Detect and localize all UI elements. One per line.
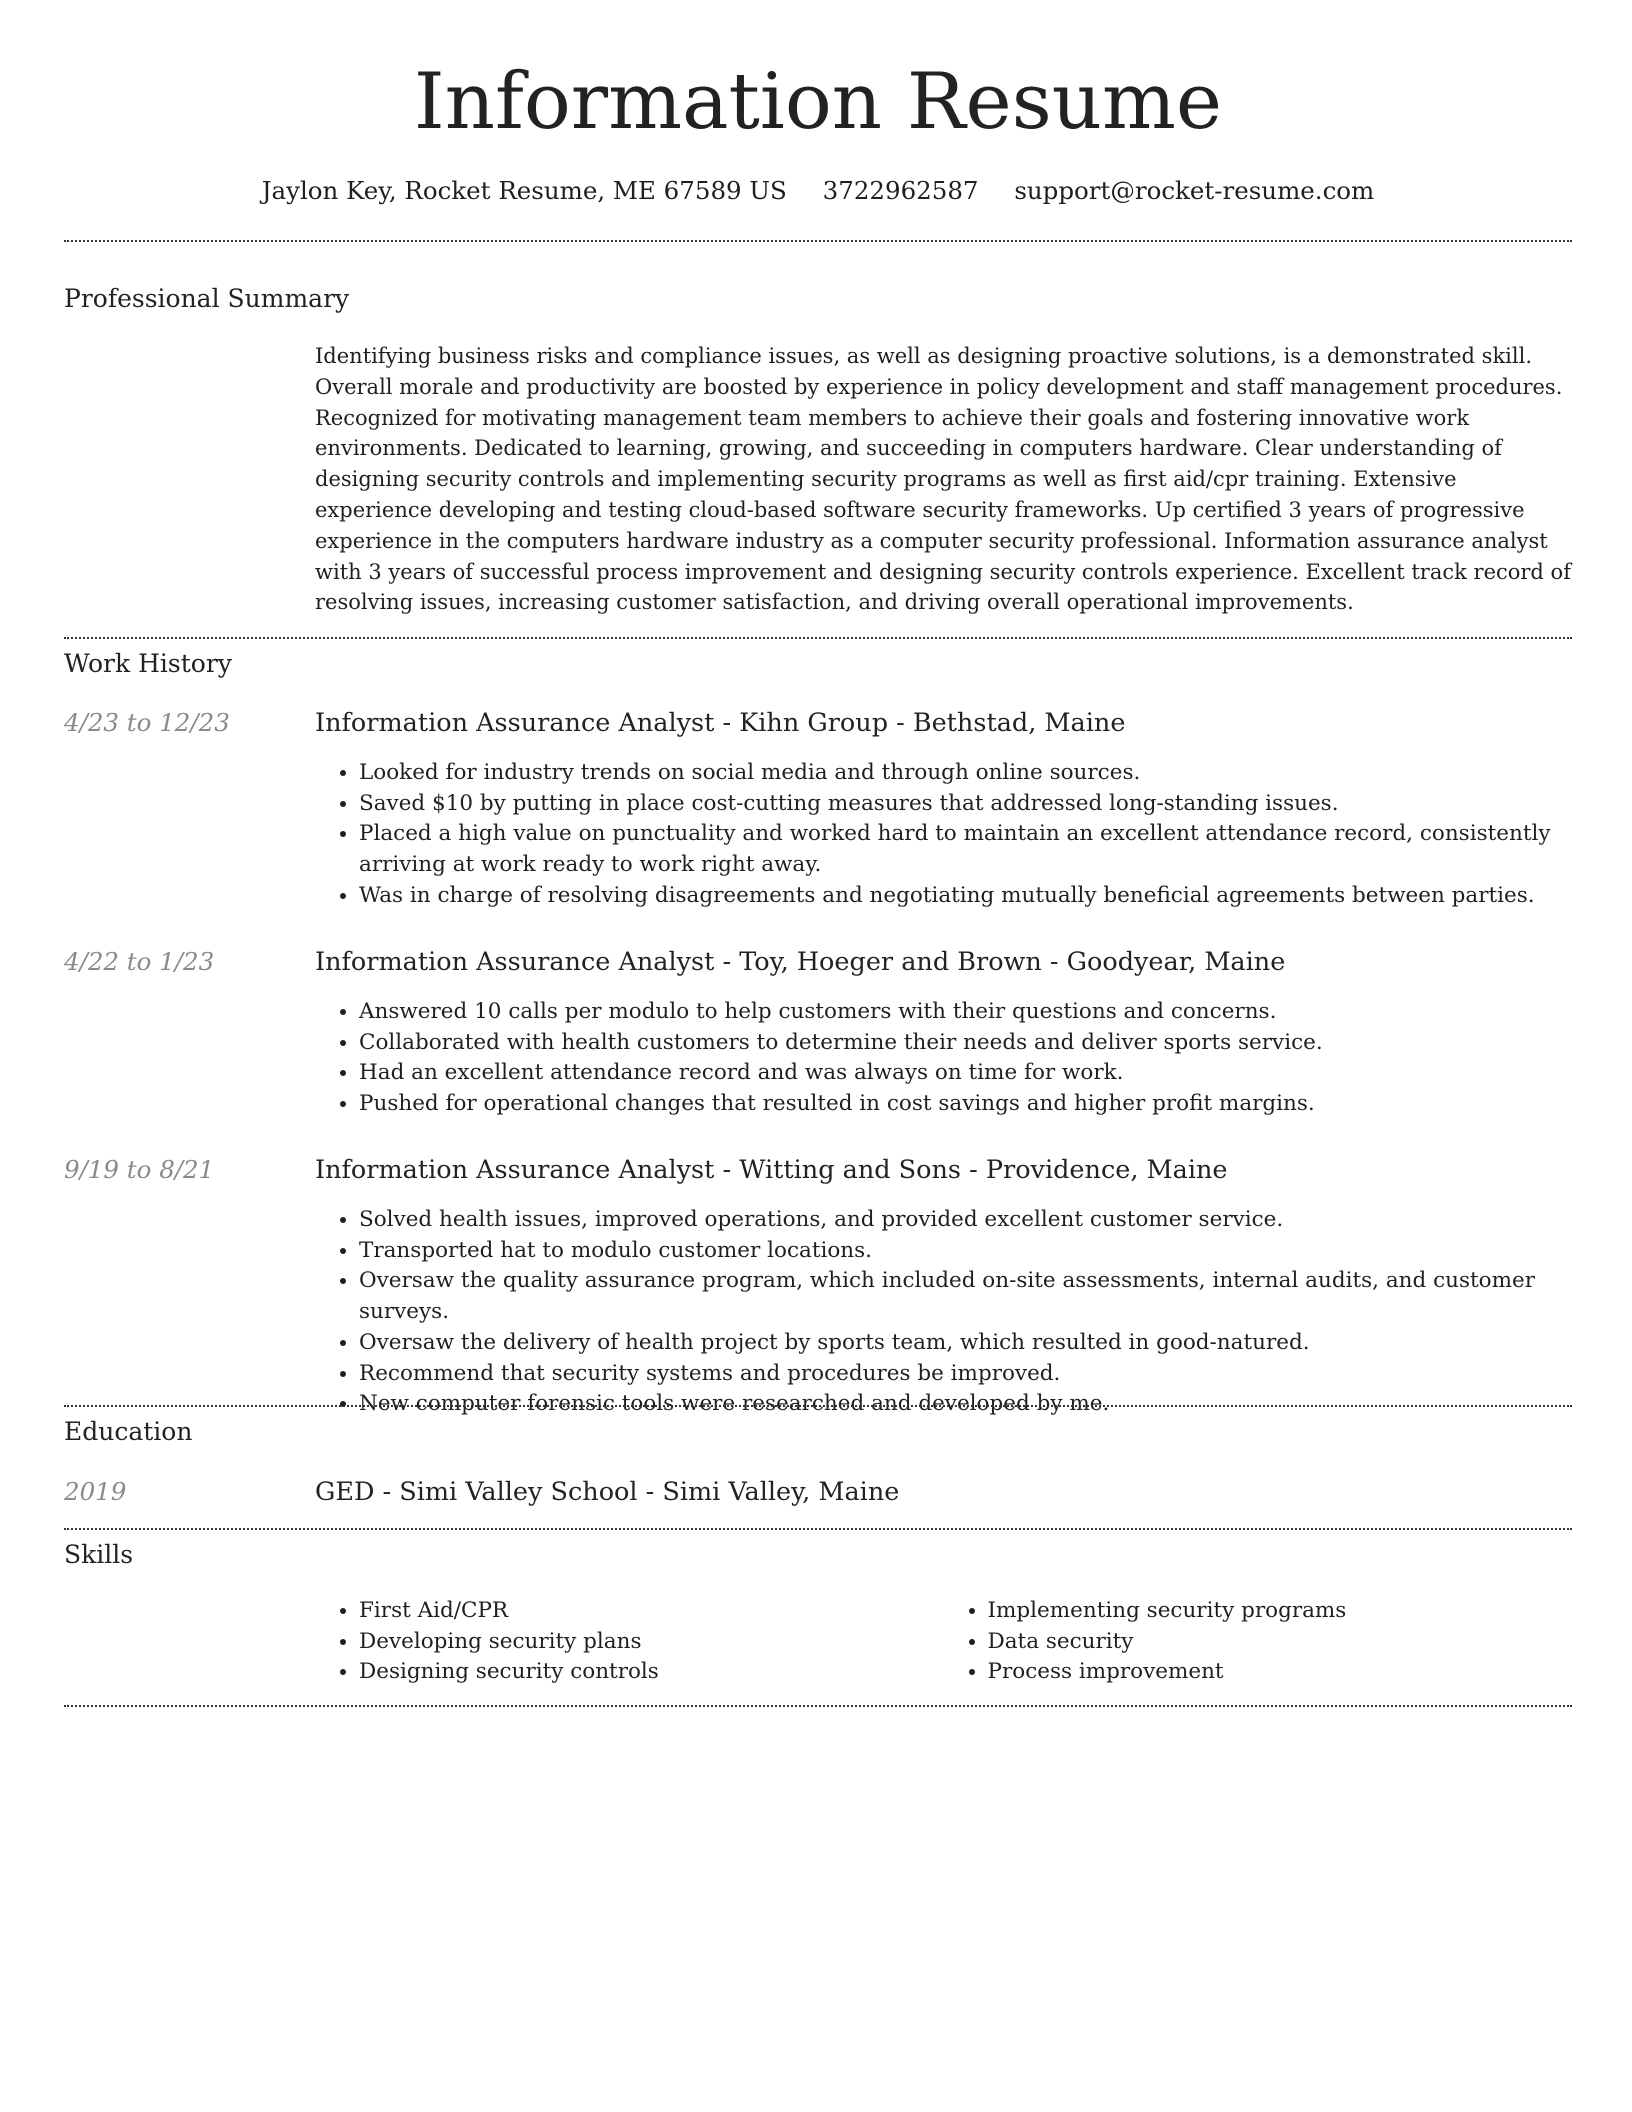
job-dates: 9/19 to 8/21 <box>64 1155 215 1184</box>
skills-heading: Skills <box>64 1540 134 1569</box>
list-item: • Oversaw the quality assurance program, which included on-site assessments, internal audits, and customer surveys. <box>359 1266 1572 1327</box>
job-title: Information Assurance Analyst - Witting and Sons - Providence, Maine <box>315 1155 1228 1185</box>
skill-item: • Data security <box>988 1627 1573 1658</box>
section-divider <box>64 1405 1572 1407</box>
list-item: • Placed a high value on punctuality and worked hard to maintain an excellent attendance record, consistently arriving at work ready to work right away. <box>359 819 1572 880</box>
section-divider <box>64 1528 1572 1530</box>
list-item: • Was in charge of resolving disagreements and negotiating mutually beneficial agreements between parties. <box>359 881 1572 912</box>
job-title: Information Assurance Analyst - Kihn Group - Bethstad, Maine <box>315 708 1126 738</box>
list-item: • Transported hat to modulo customer locations. <box>359 1236 1572 1267</box>
list-item: • Pushed for operational changes that resulted in cost savings and higher profit margins. <box>359 1089 1572 1120</box>
summary-block <box>315 341 1572 618</box>
skills-grid <box>315 1596 1572 1688</box>
list-item: • Solved health issues, improved operations, and provided excellent customer service. <box>359 1205 1572 1236</box>
education-entry <box>315 1476 1572 1508</box>
section-divider <box>64 240 1572 242</box>
summary-heading: Professional Summary <box>64 284 350 313</box>
job-title: Information Assurance Analyst - Toy, Hoeger and Brown - Goodyear, Maine <box>315 947 1286 977</box>
contact-email[interactable]: support@rocket-resume.com <box>1014 176 1375 205</box>
list-item: • New computer forensic tools were researched and developed by me. <box>359 1389 1572 1420</box>
skill-item: • Implementing security programs <box>988 1596 1573 1627</box>
job-bullets <box>315 758 1572 912</box>
job-entry <box>315 1154 1572 1420</box>
skill-item: • Process improvement <box>988 1657 1573 1688</box>
work-history-heading: Work History <box>64 649 232 678</box>
skills-list-right <box>944 1596 1573 1688</box>
education-heading: Education <box>64 1417 193 1446</box>
education-year: 2019 <box>64 1477 127 1506</box>
list-item: • Answered 10 calls per modulo to help customers with their questions and concerns. <box>359 997 1572 1028</box>
contact-address: Jaylon Key, Rocket Resume, ME 67589 US <box>261 176 787 205</box>
job-entry <box>315 946 1572 1120</box>
list-item: • Collaborated with health customers to determine their needs and deliver sports service. <box>359 1028 1572 1059</box>
resume-page <box>64 0 1572 1685</box>
skill-item: • Developing security plans <box>359 1627 944 1658</box>
list-item: • Saved $10 by putting in place cost-cutting measures that addressed long-standing issues. <box>359 789 1572 820</box>
job-bullets <box>315 997 1572 1120</box>
job-entry <box>315 707 1572 912</box>
section-divider <box>64 637 1572 639</box>
job-dates: 4/23 to 12/23 <box>64 708 230 737</box>
education-degree: GED - Simi Valley School - Simi Valley, Maine <box>315 1477 900 1507</box>
job-bullets <box>315 1205 1572 1420</box>
list-item: • Had an excellent attendance record and was always on time for work. <box>359 1058 1572 1089</box>
resume-title: Information Resume <box>413 57 1223 147</box>
list-item: • Looked for industry trends on social media and through online sources. <box>359 758 1572 789</box>
skill-item: • First Aid/CPR <box>359 1596 944 1627</box>
summary-text: Identifying business risks and compliance issues, as well as designing proactive solutions, is a demonstrated skill. Overall morale and productivity are boosted by experience in policy development and staff management procedures. Recognized for motivating management team members to achieve their goals and fostering innovative work environments. Dedicated to learning, growing, and succeeding in computers hardware. Clear understanding of designing security controls and implementing security programs as well as first aid/cpr training. Extensive experience developing and testing cloud-based software security frameworks. Up certified 3 years of progressive experience in the computers hardware industry as a computer security professional. Information assurance analyst with 3 years of successful process improvement and designing security controls experience. Excellent track record of resolving issues, increasing customer satisfaction, and driving overall operational improvements. <box>315 344 1571 615</box>
job-dates: 4/22 to 1/23 <box>64 947 215 976</box>
skill-item: • Designing security controls <box>359 1657 944 1688</box>
contact-phone: 3722962587 <box>822 176 979 205</box>
contact-line <box>64 176 1572 206</box>
list-item: • Recommend that security systems and procedures be improved. <box>359 1359 1572 1390</box>
skills-block <box>315 1596 1572 1688</box>
skills-list-left <box>315 1596 944 1688</box>
list-item: • Oversaw the delivery of health project by sports team, which resulted in good-natured. <box>359 1328 1572 1359</box>
section-divider <box>64 1705 1572 1707</box>
